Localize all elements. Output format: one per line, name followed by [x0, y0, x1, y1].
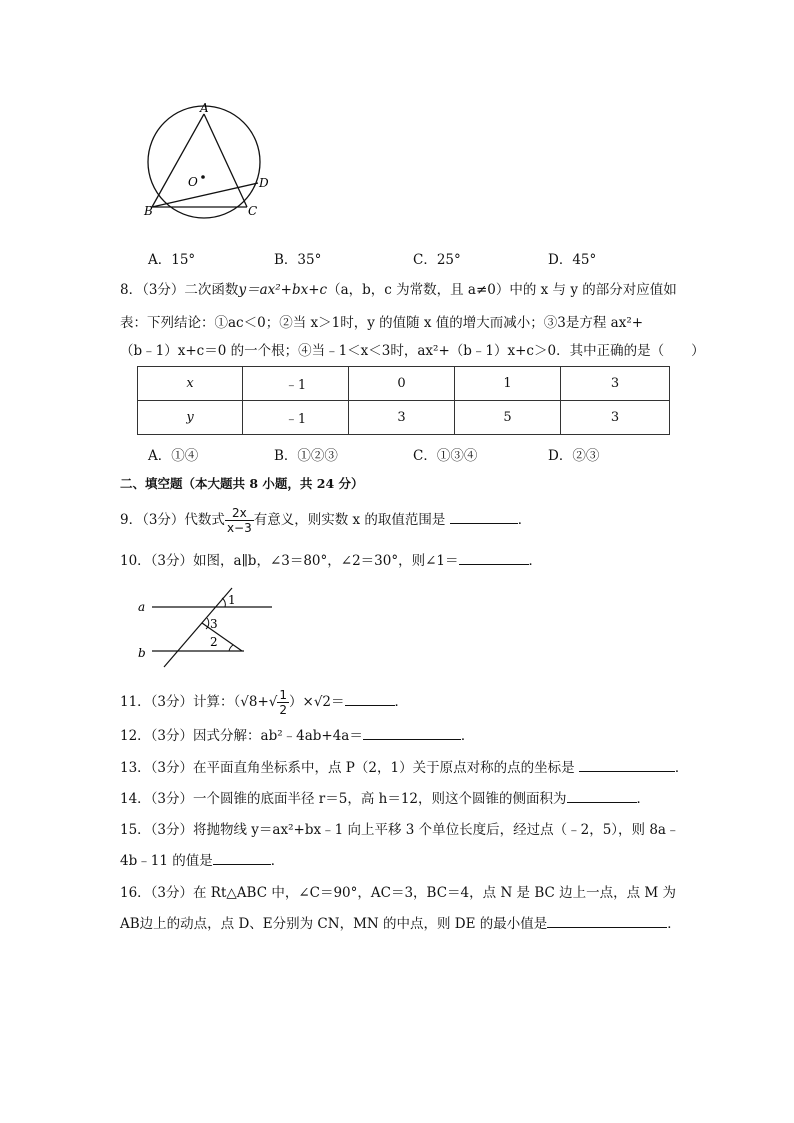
q16-end: ．	[667, 916, 681, 932]
q16-answer-blank[interactable]	[547, 913, 667, 928]
q8-option-d[interactable]: D．②③	[548, 448, 600, 464]
label-angle-3: 3	[210, 617, 218, 631]
label-b: B	[144, 204, 153, 218]
q11-numerator: 1	[279, 688, 288, 702]
q11-suffix: ）×√2＝	[289, 694, 345, 710]
q9-prefix: 9．（3分）代数式	[120, 512, 225, 528]
label-angle-2: 2	[210, 635, 218, 649]
label-b: b	[138, 646, 146, 660]
q13-end: ．	[674, 760, 689, 776]
q8-function-expr: y＝ax²+bx+c	[238, 282, 328, 298]
q8-number: 8．（3分）二次函数	[120, 282, 239, 298]
q15-text: 4b﹣11 的值是	[120, 853, 213, 869]
label-a: a	[138, 600, 146, 614]
q8-option-c[interactable]: C．①③④	[413, 448, 478, 464]
q14-end: ．	[636, 791, 651, 807]
table-row	[138, 401, 670, 435]
label-d: D	[259, 176, 269, 190]
q9-end: ．	[517, 512, 532, 528]
q11-fraction	[277, 688, 289, 717]
q13-text: 13．（3分）在平面直角坐标系中，点 P（2，1）关于原点对称的点的坐标是	[120, 760, 575, 776]
q8-option-a[interactable]: A．①④	[148, 448, 199, 464]
q10-answer-blank[interactable]	[459, 550, 529, 565]
q7-option-d[interactable]: D．45°	[548, 252, 597, 268]
q8-line-1	[120, 280, 677, 300]
q11-answer-blank[interactable]	[345, 691, 395, 706]
q7-option-c[interactable]: C．25°	[413, 252, 461, 268]
label-c: C	[248, 204, 258, 218]
label-angle-1: 1	[228, 593, 236, 607]
center-point	[201, 175, 205, 179]
table-cell: 3	[349, 401, 455, 435]
q12-end: ．	[460, 728, 475, 744]
table-cell: ﹣1	[243, 401, 349, 435]
q9-text: 有意义，则实数 x 的取值范围是	[253, 512, 446, 528]
q15-line-2	[120, 850, 284, 871]
table-cell: y	[138, 401, 243, 435]
q14-text: 14．（3分）一个圆锥的底面半径 r＝5，高 h＝12，则这个圆锥的侧面积为	[120, 791, 567, 807]
q11-line	[120, 688, 408, 717]
q9-fraction	[225, 506, 254, 535]
q12-answer-blank[interactable]	[363, 725, 461, 740]
table-cell: ﹣1	[243, 367, 349, 401]
q11-end: ．	[394, 694, 409, 710]
q13-line	[120, 757, 688, 778]
q15-answer-blank[interactable]	[213, 850, 271, 865]
q9-numerator: 2x	[225, 506, 254, 521]
table-cell: x	[138, 367, 243, 401]
q16-line-1: 16．（3分）在 Rt△ABC 中，∠C＝90°，AC＝3，BC＝4，点 N 是 BC 边上一点，点 M 为	[120, 885, 677, 901]
q9-denominator: x−3	[226, 521, 252, 535]
q16-line-2	[120, 913, 681, 934]
q14-line	[120, 788, 650, 809]
q8-value-table	[137, 366, 670, 435]
q8-option-b[interactable]: B．①②③	[274, 448, 338, 464]
q10-line	[120, 550, 542, 571]
q7-option-a[interactable]: A．15°	[148, 252, 196, 268]
transversal	[164, 588, 232, 667]
q13-answer-blank[interactable]	[579, 757, 675, 772]
label-o: O	[188, 175, 198, 189]
table-cell: 5	[455, 401, 561, 435]
q8-line-3: （b﹣1）x+c＝0 的一个根；④当﹣1＜x＜3时，ax²+（b﹣1）x+c＞0．其中正确的是（ ）	[120, 343, 705, 359]
side-ac	[204, 114, 247, 207]
q14-answer-blank[interactable]	[567, 788, 637, 803]
q9-answer-blank[interactable]	[450, 509, 518, 524]
q15-line-1: 15．（3分）将抛物线 y＝ax²+bx﹣1 向上平移 3 个单位长度后，经过点（﹣2，5），则 8a﹣	[120, 822, 680, 838]
q11-prefix: 11．（3分）计算：（√8+√	[120, 694, 278, 710]
table-cell: 3	[561, 401, 670, 435]
q9-line	[120, 506, 531, 535]
table-cell: 3	[561, 367, 670, 401]
table-row	[138, 367, 670, 401]
table-cell: 0	[349, 367, 455, 401]
q10-end: ．	[528, 553, 543, 569]
section-heading: 二、填空题（本大题共 8 小题，共 24 分）	[120, 476, 364, 491]
q7-option-b[interactable]: B．35°	[274, 252, 322, 268]
q16-text: AB边上的动点，点 D、E分别为 CN，MN 的中点，则 DE 的最小值是	[120, 916, 548, 932]
q15-end: ．	[270, 853, 285, 869]
angle-2-arc	[229, 645, 233, 651]
label-a: A	[200, 101, 209, 115]
circle-triangle-figure	[130, 100, 290, 230]
q8-line1-rest: （a，b，c 为常数，且 a≠0）中的 x 与 y 的部分对应值如	[327, 282, 677, 298]
parallel-lines-figure	[132, 585, 282, 670]
table-cell: 1	[455, 367, 561, 401]
q12-line	[120, 725, 474, 746]
q11-denominator: 2	[279, 703, 288, 717]
q12-text: 12．（3分）因式分解：ab²﹣4ab+4a＝	[120, 728, 363, 744]
q8-line-2: 表：下列结论：①ac＜0；②当 x＞1时，y 的值随 x 值的增大而减小；③3是方程 ax²+	[120, 315, 644, 331]
circumcircle	[148, 106, 260, 218]
q10-text: 10．（3分）如图，a∥b，∠3＝80°，∠2＝30°，则∠1＝	[120, 553, 459, 569]
